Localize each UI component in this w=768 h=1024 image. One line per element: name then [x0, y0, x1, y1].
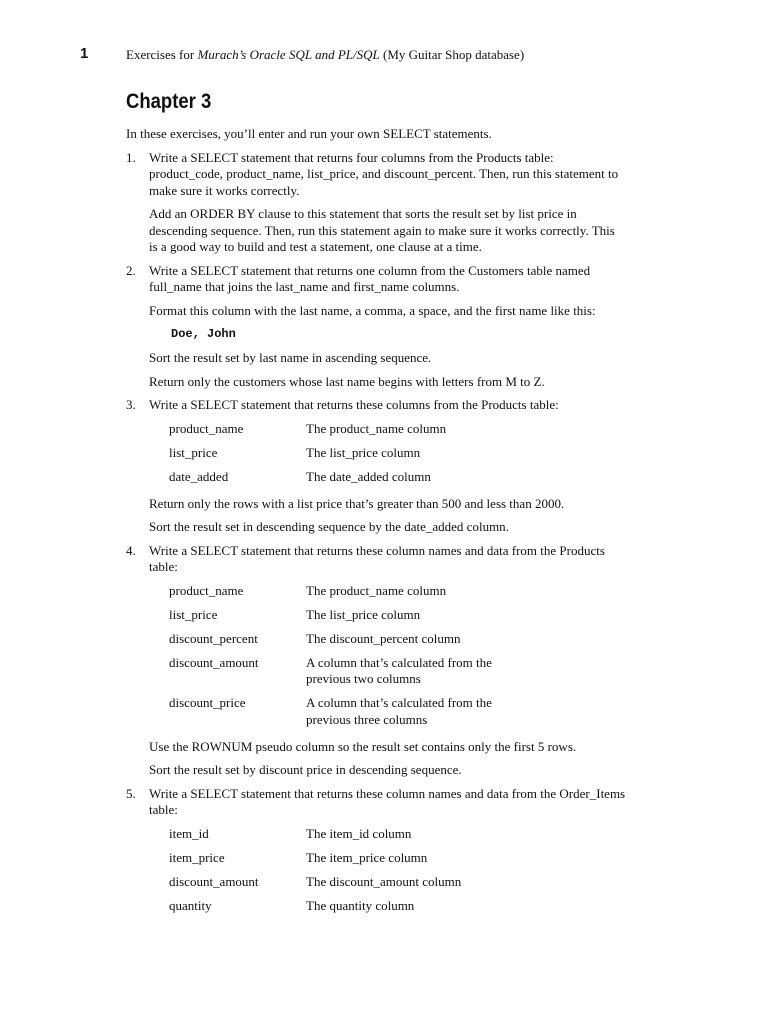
column-description: A column that’s calculated from the previous two columns	[306, 654, 492, 686]
column-name: product_name	[169, 420, 244, 436]
page-number: 1	[80, 45, 89, 62]
column-spec-row	[169, 850, 521, 874]
column-description: The item_id column	[306, 825, 412, 841]
column-name: item_price	[169, 849, 225, 865]
exercise-number: 3.	[126, 397, 136, 412]
column-spec-row	[169, 445, 521, 469]
column-description: The item_price column	[306, 849, 428, 865]
column-description: The discount_amount column	[306, 873, 462, 889]
exercise-number: 2.	[126, 262, 136, 278]
column-name: list_price	[169, 606, 218, 622]
exercise-paragraph: Write a SELECT statement that returns these columns from the Products table:	[149, 397, 559, 412]
column-description: The list_price column	[306, 444, 421, 460]
exercise-item	[126, 786, 626, 922]
running-head-prefix: Exercises for	[126, 47, 198, 62]
column-name: quantity	[169, 897, 212, 913]
column-description: The quantity column	[306, 897, 415, 913]
exercise-number: 1.	[126, 149, 136, 165]
column-name: discount_amount	[169, 873, 259, 889]
column-spec-table	[169, 421, 521, 493]
column-description: The discount_percent column	[306, 630, 461, 646]
exercise-paragraph: Sort the result set in descending sequence by the date_added column.	[149, 519, 509, 534]
column-spec-row	[169, 469, 521, 493]
column-spec-row	[169, 583, 521, 607]
exercise-paragraph: Sort the result set by last name in ascending sequence.	[149, 350, 432, 365]
exercise-paragraph: Return only the customers whose last name begins with letters from M to Z.	[149, 373, 545, 389]
column-spec-row	[169, 898, 521, 922]
exercise-paragraph: Format this column with the last name, a comma, a space, and the first name like this:	[149, 302, 596, 318]
exercise-paragraph: Return only the rows with a list price that’s greater than 500 and less than 2000.	[149, 495, 565, 511]
column-name: discount_percent	[169, 630, 258, 646]
column-spec-table	[169, 583, 521, 736]
exercise-paragraph: Write a SELECT statement that returns one column from the Customers table named full_name that joins the last_name and first_name columns.	[149, 262, 591, 294]
exercise-item	[126, 543, 626, 779]
column-name: date_added	[169, 468, 229, 484]
column-name: item_id	[169, 825, 209, 841]
column-spec-row	[169, 631, 521, 655]
exercise-item	[126, 397, 626, 536]
column-spec-row	[169, 695, 521, 736]
column-name: discount_price	[169, 695, 246, 710]
column-spec-row	[169, 874, 521, 898]
exercise-item	[126, 263, 626, 391]
column-name: list_price	[169, 444, 218, 460]
running-head	[126, 47, 524, 63]
document-body	[126, 90, 626, 929]
column-description: The product_name column	[306, 420, 447, 436]
chapter-title: Chapter 3	[126, 90, 212, 113]
exercise-item	[126, 150, 626, 256]
column-spec-row	[169, 421, 521, 445]
column-spec-row	[169, 607, 521, 631]
intro-paragraph: In these exercises, you’ll enter and run your own SELECT statements.	[126, 126, 492, 141]
column-name: discount_amount	[169, 654, 259, 670]
column-description: The date_added column	[306, 468, 431, 484]
exercise-paragraph: Sort the result set by discount price in descending sequence.	[149, 762, 462, 777]
column-description: A column that’s calculated from the previous three columns	[306, 695, 492, 727]
exercise-number: 5.	[126, 785, 136, 801]
column-spec-row	[169, 655, 521, 696]
column-description: The list_price column	[306, 606, 421, 622]
column-name: product_name	[169, 582, 244, 598]
code-example: Doe, John	[171, 327, 236, 341]
exercise-paragraph: Write a SELECT statement that returns these column names and data from the Products table:	[149, 542, 605, 574]
exercise-list	[126, 150, 626, 922]
exercise-paragraph: Write a SELECT statement that returns four columns from the Products table: product_code, product_name, list_price, and discount_percent. Then, run this statement to make sure it works correctly.	[149, 149, 619, 198]
exercise-number: 4.	[126, 542, 136, 558]
exercise-paragraph: Use the ROWNUM pseudo column so the result set contains only the first 5 rows.	[149, 738, 577, 754]
running-head-suffix: (My Guitar Shop database)	[379, 47, 525, 62]
exercise-paragraph: Add an ORDER BY clause to this statement that sorts the result set by list price in descending sequence. Then, run this statement again to make sure it works correctly. This is a good way to build and test a statement, one clause at a time.	[149, 206, 615, 254]
column-spec-row	[169, 826, 521, 850]
book-title: Murach’s Oracle SQL and PL/SQL	[197, 47, 380, 62]
column-description: The product_name column	[306, 582, 447, 598]
column-spec-table	[169, 826, 521, 922]
exercise-paragraph: Write a SELECT statement that returns these column names and data from the Order_Items table:	[149, 785, 626, 817]
